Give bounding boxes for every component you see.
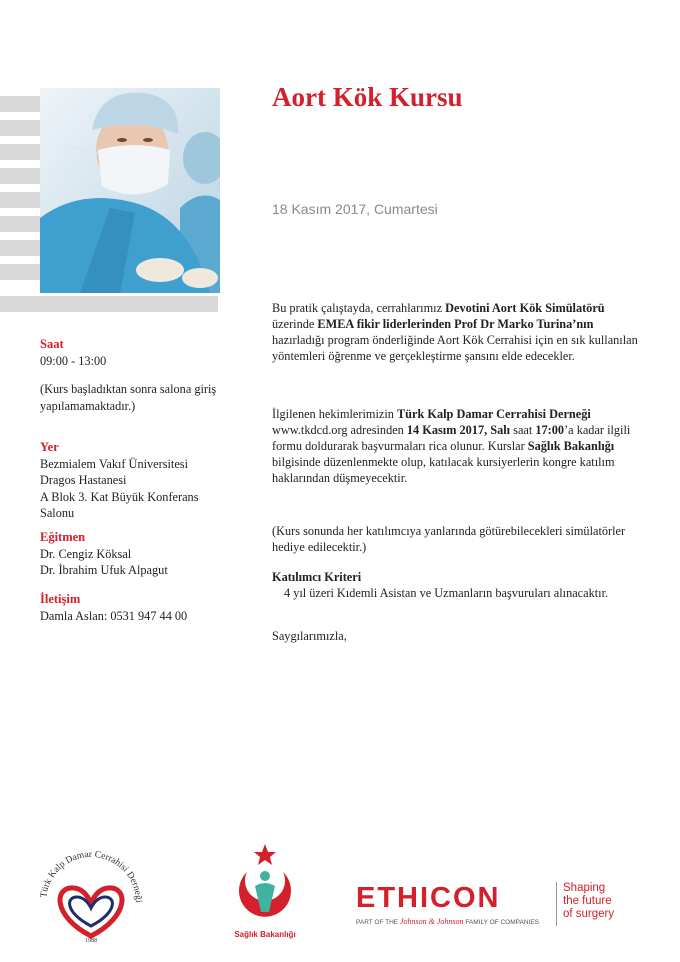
ethicon-wordmark: ETHICON [356, 882, 501, 914]
trainer-heading: Eğitmen [40, 530, 86, 544]
place-section [40, 439, 240, 522]
criteria-text: 4 yıl üzeri Kıdemli Asistan ve Uzmanların başvuruları alınacaktır. [284, 586, 609, 600]
gift-note: (Kurs sonunda her katılımcıya yanlarında götürebilecekleri simülatörler hediye edilecektir.) [272, 524, 626, 554]
footer-logos [0, 830, 680, 962]
surgeon-photo [40, 88, 220, 293]
page-title: Aort Kök Kursu [272, 82, 463, 112]
trainer-section [40, 529, 240, 579]
time-value: 09:00 - 13:00 [40, 353, 107, 368]
trainer-name: Dr. Cengiz Köksal [40, 546, 132, 561]
tkdcd-logo [32, 836, 150, 954]
event-date: 18 Kasım 2017, Cumartesi [272, 201, 438, 217]
tkdcd-arc-text: Türk Kalp Damar Cerrahisi Derneği [39, 849, 144, 903]
tkdcd-year: 1988 [85, 938, 97, 944]
svg-text:Türk Kalp Damar Cerrahisi Dern [39, 850, 143, 903]
place-line: A Blok 3. Kat Büyük Konferans [40, 489, 199, 504]
place-line: Bezmialem Vakıf Üniversitesi [40, 456, 188, 471]
criteria-heading: Katılımcı Kriteri [272, 570, 362, 584]
closing: Saygılarımızla, [272, 629, 347, 643]
time-heading: Saat [40, 337, 64, 351]
ethicon-subline: PART OF THE Johnson & Johnson FAMILY OF COMPANIES [356, 917, 540, 926]
contact-value: Damla Aslan: 0531 947 44 00 [40, 608, 188, 623]
place-line: Dragos Hastanesi [40, 473, 127, 487]
trainer-name: Dr. İbrahim Ufuk Alpagut [40, 563, 168, 577]
ethicon-logo [356, 882, 539, 926]
ethicon-tagline: Shaping the future of surgery [563, 882, 615, 920]
intro-paragraph: Bu pratik çalıştayda, cerrahlarımız Devotini Aort Kök Simülatörü üzerinde EMEA fikir liderlerinden Prof Dr Marko Turina’nın hazırladığı program önderliğinde Aort Kök Cerrahisi için en sık kullanılan yöntemleri öğrenme ve gerçekleştirme şansını elde edecekler. [272, 301, 638, 363]
contact-section [40, 591, 240, 624]
time-section [40, 336, 240, 414]
contact-heading: İletişim [40, 592, 81, 606]
time-note: (Kurs başladıktan sonra salona giriş yapılamamaktadır.) [40, 382, 217, 413]
ethicon-divider [556, 882, 557, 926]
criteria-section [272, 569, 642, 601]
place-heading: Yer [40, 440, 59, 454]
ministry-label: Sağlık Bakanlığı [234, 930, 296, 939]
application-paragraph: İlgilenen hekimlerimizin Türk Kalp Damar Cerrahisi Derneği www.tkdcd.org adresinden 14 Kasım 2017, Salı saat 17:00’a kadar ilgili formu doldurarak başvurmaları rica olunur. Kurslar Sağlık Bakanlığı bilgisinde düzenlenmekte olup, katılacak kursiyerlerin kongre katılım haklarından düşmeyecektir. [272, 407, 631, 485]
ministry-logo [225, 842, 305, 952]
place-line: Salonu [40, 506, 75, 520]
